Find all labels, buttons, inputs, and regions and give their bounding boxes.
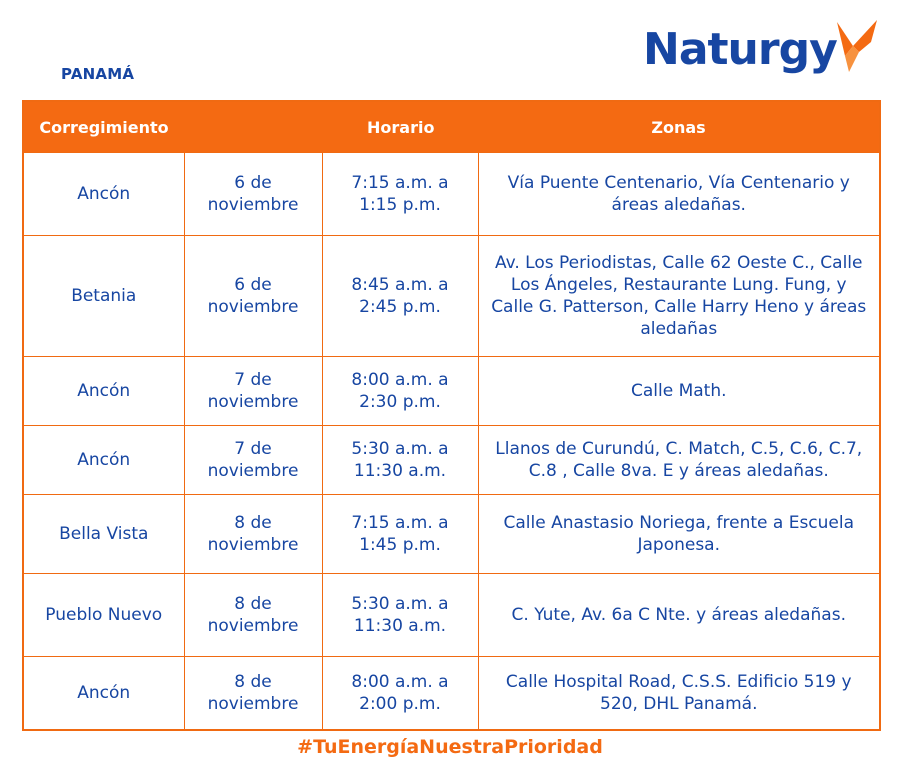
cell-horario: 8:00 a.m. a 2:30 p.m. xyxy=(322,357,478,426)
cell-zonas: Av. Los Periodistas, Calle 62 Oeste C., Calle Los Ángeles, Restaurante Lung. Fung, y Calle G. Patterson, Calle Harry Heno y áreas aledañas xyxy=(478,236,880,357)
table-row xyxy=(23,426,880,495)
table-row xyxy=(23,236,880,357)
cell-fecha: 8 de noviembre xyxy=(184,574,322,657)
cell-horario: 7:15 a.m. a 1:45 p.m. xyxy=(322,495,478,574)
cell-corregimiento: Ancón xyxy=(23,357,184,426)
region-title: PANAMÁ xyxy=(61,65,135,83)
cell-horario: 7:15 a.m. a 1:15 p.m. xyxy=(322,153,478,236)
cell-corregimiento: Ancón xyxy=(23,426,184,495)
cell-fecha: 8 de noviembre xyxy=(184,657,322,730)
butterfly-icon xyxy=(831,16,881,76)
logo-wordmark: Naturgy xyxy=(643,24,837,75)
cell-zonas: Llanos de Curundú, C. Match, C.5, C.6, C.7, C.8 , Calle 8va. E y áreas aledañas. xyxy=(478,426,880,495)
cell-corregimiento: Bella Vista xyxy=(23,495,184,574)
header-corregimiento: Corregimiento xyxy=(23,101,184,153)
cell-zonas: Vía Puente Centenario, Vía Centenario y áreas aledañas. xyxy=(478,153,880,236)
cell-horario: 8:45 a.m. a 2:45 p.m. xyxy=(322,236,478,357)
cell-fecha: 7 de noviembre xyxy=(184,426,322,495)
cell-fecha: 6 de noviembre xyxy=(184,153,322,236)
cell-corregimiento: Pueblo Nuevo xyxy=(23,574,184,657)
cell-zonas: Calle Hospital Road, C.S.S. Edificio 519 y 520, DHL Panamá. xyxy=(478,657,880,730)
cell-corregimiento: Betania xyxy=(23,236,184,357)
cell-corregimiento: Ancón xyxy=(23,153,184,236)
header-horario: Horario xyxy=(322,101,478,153)
cell-zonas: Calle Anastasio Noriega, frente a Escuela Japonesa. xyxy=(478,495,880,574)
hashtag: #TuEnergíaNuestraPrioridad xyxy=(297,736,603,758)
table-header-row xyxy=(23,101,880,153)
table-row xyxy=(23,357,880,426)
naturgy-logo xyxy=(643,16,883,82)
cell-fecha: 6 de noviembre xyxy=(184,236,322,357)
table-row xyxy=(23,574,880,657)
cell-horario: 5:30 a.m. a 11:30 a.m. xyxy=(322,426,478,495)
schedule-table xyxy=(22,100,881,731)
table-row xyxy=(23,657,880,730)
cell-fecha: 8 de noviembre xyxy=(184,495,322,574)
cell-horario: 8:00 a.m. a 2:00 p.m. xyxy=(322,657,478,730)
cell-fecha: 7 de noviembre xyxy=(184,357,322,426)
table-row xyxy=(23,153,880,236)
cell-zonas: C. Yute, Av. 6a C Nte. y áreas aledañas. xyxy=(478,574,880,657)
header-fecha xyxy=(184,101,322,153)
cell-zonas: Calle Math. xyxy=(478,357,880,426)
cell-horario: 5:30 a.m. a 11:30 a.m. xyxy=(322,574,478,657)
table-row xyxy=(23,495,880,574)
cell-corregimiento: Ancón xyxy=(23,657,184,730)
header-zonas: Zonas xyxy=(478,101,880,153)
